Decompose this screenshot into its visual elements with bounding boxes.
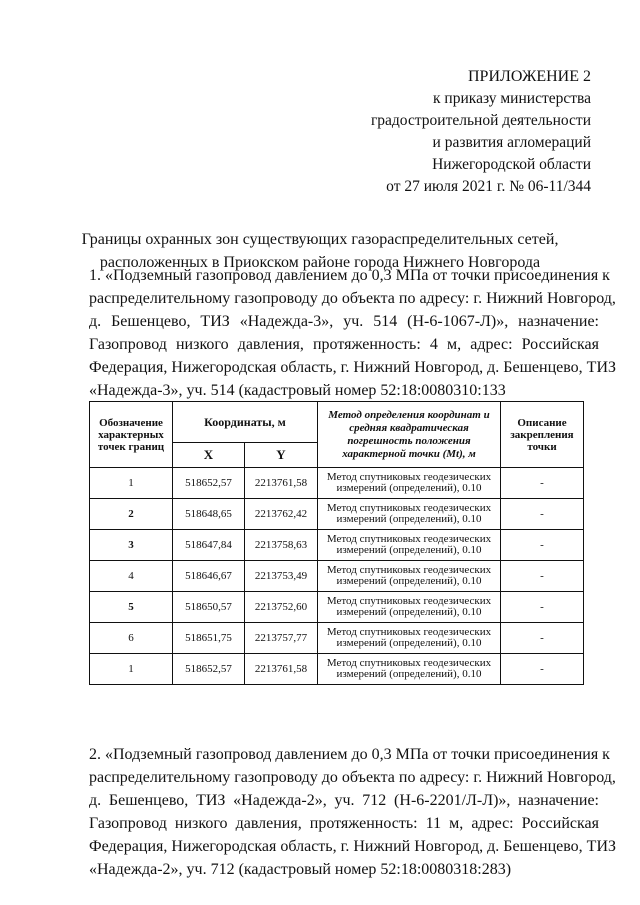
- header-description: Описание закрепления точки: [501, 402, 584, 468]
- header-method: Метод определения координат и средняя квадратическая погрешность положения характерной точки (Mt), м: [318, 402, 501, 468]
- cell-method: Метод спутниковых геодезических измерений (определений), 0.10: [318, 499, 501, 530]
- document-title-line: Границы охранных зон существующих газораспределительных сетей,: [81, 231, 559, 248]
- paragraph-line: 1. «Подземный газопровод давлением до 0,3 МПа от точки присоединения к: [89, 267, 610, 284]
- cell-x: 518651,75: [173, 623, 245, 654]
- cell-y: 2213762,42: [245, 499, 318, 530]
- paragraph-line: Федерация, Нижегородская область, г. Нижний Новгород, д. Бешенцево, ТИЗ: [89, 838, 617, 855]
- cell-point: 2: [90, 499, 173, 530]
- cell-description: -: [501, 499, 584, 530]
- cell-description: -: [501, 654, 584, 685]
- cell-y: 2213753,49: [245, 561, 318, 592]
- cell-point: 1: [90, 654, 173, 685]
- header-point: Обозначение характерных точек границ: [90, 402, 173, 468]
- cell-y: 2213752,60: [245, 592, 318, 623]
- appendix-title: ПРИЛОЖЕНИЕ 2: [467, 68, 591, 85]
- coordinates-table: [89, 401, 584, 685]
- appendix-line: и развития агломераций: [432, 134, 591, 151]
- cell-point: 1: [90, 468, 173, 499]
- item-1-paragraph: [89, 264, 617, 402]
- paragraph-line: Газопровод низкого давления, протяженность: 4 м, адрес: Российская: [89, 336, 599, 353]
- table-row: [90, 499, 584, 530]
- cell-x: 518652,57: [173, 468, 245, 499]
- cell-method: Метод спутниковых геодезических измерений (определений), 0.10: [318, 623, 501, 654]
- cell-y: 2213758,63: [245, 530, 318, 561]
- cell-y: 2213757,77: [245, 623, 318, 654]
- cell-description: -: [501, 561, 584, 592]
- cell-description: -: [501, 530, 584, 561]
- cell-x: 518647,84: [173, 530, 245, 561]
- appendix-line: к приказу министерства: [433, 90, 591, 107]
- appendix-header: [371, 66, 591, 198]
- paragraph-line: Газопровод низкого давления, протяженность: 11 м, адрес: Российская: [89, 815, 599, 832]
- cell-method: Метод спутниковых геодезических измерений (определений), 0.10: [318, 468, 501, 499]
- cell-y: 2213761,58: [245, 654, 318, 685]
- header-x: X: [173, 443, 245, 468]
- header-y: Y: [245, 443, 318, 468]
- cell-x: 518650,57: [173, 592, 245, 623]
- appendix-line: Нижегородской области: [432, 156, 591, 173]
- order-date-number: от 27 июля 2021 г. № 06-11/344: [386, 178, 591, 195]
- appendix-line: градостроительной деятельности: [370, 112, 591, 129]
- cell-x: 518648,65: [173, 499, 245, 530]
- cell-point: 5: [90, 592, 173, 623]
- table-row: [90, 592, 584, 623]
- paragraph-line: распределительному газопроводу до объекта по адресу: г. Нижний Новгород,: [89, 769, 616, 786]
- paragraph-line: д. Бешенцево, ТИЗ «Надежда-2», уч. 712 (Н-6-2201/Л-Л)», назначение:: [89, 792, 599, 809]
- paragraph-line: «Надежда-2», уч. 712 (кадастровый номер 52:18:0080318:283): [89, 861, 512, 878]
- cell-point: 4: [90, 561, 173, 592]
- cell-x: 518652,57: [173, 654, 245, 685]
- table-row: [90, 530, 584, 561]
- table-row: [90, 623, 584, 654]
- cell-y: 2213761,58: [245, 468, 318, 499]
- cell-description: -: [501, 623, 584, 654]
- paragraph-line: «Надежда-3», уч. 514 (кадастровый номер 52:18:0080310:133: [89, 382, 506, 399]
- cell-description: -: [501, 468, 584, 499]
- table-row: [90, 561, 584, 592]
- cell-method: Метод спутниковых геодезических измерений (определений), 0.10: [318, 592, 501, 623]
- cell-point: 6: [90, 623, 173, 654]
- cell-point: 3: [90, 530, 173, 561]
- table-row: [90, 654, 584, 685]
- header-coordinates: Координаты, м: [173, 402, 318, 443]
- document-title-line: расположенных в Приокском районе города Нижнего Новгорода: [99, 254, 541, 271]
- paragraph-line: 2. «Подземный газопровод давлением до 0,3 МПа от точки присоединения к: [89, 746, 610, 763]
- cell-method: Метод спутниковых геодезических измерений (определений), 0.10: [318, 561, 501, 592]
- cell-method: Метод спутниковых геодезических измерений (определений), 0.10: [318, 530, 501, 561]
- table-row: [90, 468, 584, 499]
- paragraph-line: д. Бешенцево, ТИЗ «Надежда-3», уч. 514 (Н-6-1067-Л)», назначение:: [89, 313, 599, 330]
- paragraph-line: Федерация, Нижегородская область, г. Нижний Новгород, д. Бешенцево, ТИЗ: [89, 359, 617, 376]
- cell-description: -: [501, 592, 584, 623]
- cell-method: Метод спутниковых геодезических измерений (определений), 0.10: [318, 654, 501, 685]
- item-2-paragraph: [89, 743, 617, 881]
- cell-x: 518646,67: [173, 561, 245, 592]
- paragraph-line: распределительному газопроводу до объекта по адресу: г. Нижний Новгород,: [89, 290, 616, 307]
